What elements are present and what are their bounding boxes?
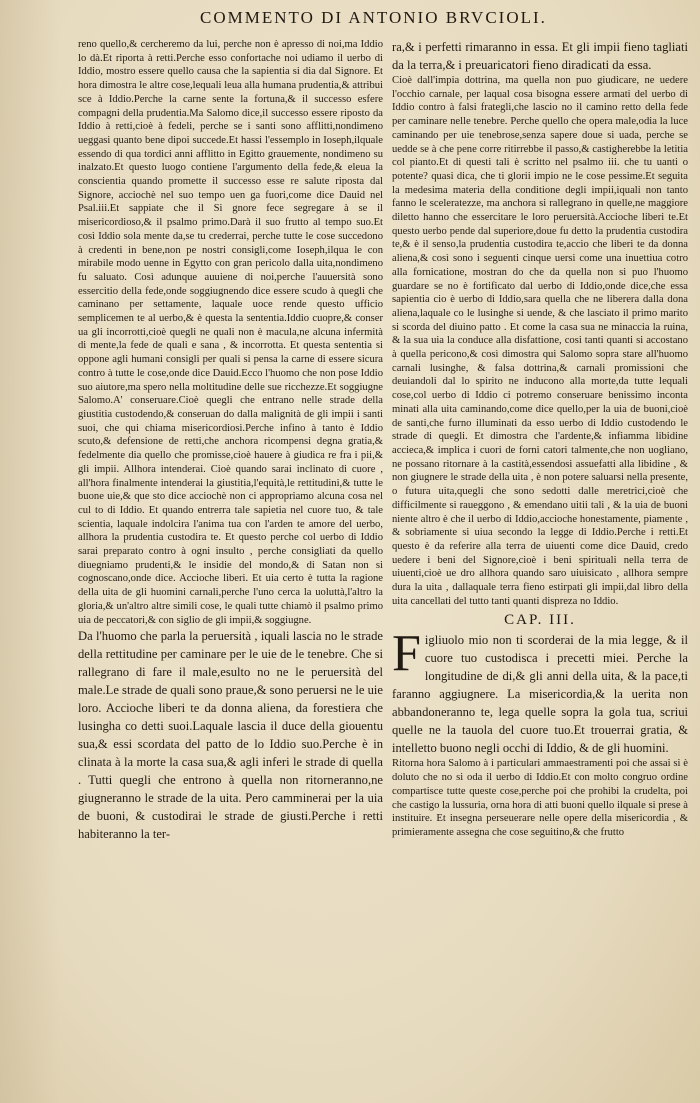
- drop-cap-letter: F: [392, 625, 421, 683]
- running-head: COMMENTO DI ANTONIO BRVCIOLI.: [200, 8, 547, 27]
- right-column: [392, 38, 688, 840]
- chapter-scripture: [392, 625, 688, 757]
- chapter-scripture-text: igliuolo mio non ti scorderai de la mia legge, & il cuore tuo custodisca i precetti miei. Perche la longitudine de di,& gli anni della uita, & la pace,ti faranno aggiugnere. La misericordia,& la uerita non abbandoneranno te, lega quelle sopra la gola tua, scriui quelle ne la tauola del cuore tuo.Et trouerrai gratia, & intelletto buono negli occhi di Iddio, & de gli huomini.: [392, 633, 688, 756]
- page-gutter-shadow: [0, 0, 60, 1103]
- left-scripture: Da l'huomo che parla la peruersità , iquali lascia no le strade della rettitudine per caminare per le uie de le tenebre. Che si rallegrano di fare il male,esulto no ne le peruersità del male.Le strade de quali sono praue,& sono peruersi ne le uie loro. Accioche liberi te da donna aliena, da forestiera che lusingha co detti suoi.Laquale lascia il duce della giouentu sua,& essi scordata del patto de lo Iddio suo.Perche è in clinata à la morte la casa sua,& agli inferi le strade di quella . Tutti quegli che entrono à quella non ritorneranno,ne giugneranno le strade de la uita. Pero camminerai per la uia de buoni, & custodirai le strade de giusti.Perche i retti habiteranno la ter-: [78, 629, 383, 842]
- right-commentary: Cioè dall'impia dottrina, ma quella non puo giudicare, ne uedere l'occhio carnale, per laqual cosa bisogna essere armati del uerbo di Iddio contro à falsi frategli,che lascio no il camino retto della fede per caminare nelle tenebre. Perche quello che opera male,odia la luce caminando per uie tenebrose,senza sapere doue si uada, perche se uedde se à che pene corre ritirrebbe il passo,& castigherebbe la letitia col pianto.Et di questi tali è scritto nel psalmo iii. che tu uanti o potente? quasi dica, che ti glorii impio ne le cose pessime.Et seguita la medesima materia della conditione degli impii,iquali non tanto fanno le sceleratezze, ma anchora si rallegrano in quelle,ne maggiore diletto hanno che essercitare le loro peruersità.Accioche liberi te.Et questo uerbo pende dal superiore,doue fu detto la prudentia custodira te,& è il senso,la prudentia custodira te,accio che liberi te da donna aliena,& così sono i seguenti cinque uersi come una inuettiua cotro alla fornicatione, mostran do che da quella non si puo l'huomo guardare se no è fortificato dal uerbo di Iddio,onde dice,che essa sapientia cio è uerbo di Iddio,sara quella che ne liberera dalla dona aliena,laquale co le lusinghe si uende, & che lasciato il primo marito si scorda del diuino patto . Et come la casa sua ne minaccia la ruina, & la sua uia la conduce alla disfattione, cosi tanti quanti si accostano à quella pericono,& così dimostra qui Salomo sopra stare all'huomo carnali lusinghe, & falsa dottrina,& carnali promissioni che deuiandoli dal lo spirito ne inducono alla morte,da tutte lequali cose,col uerbo di Iddio ci potremo conseruare benissimo inconta minati alla uita caminando,come dice quello,per la uia de buoni,cioè de santi,che furno illuminati da esso uerbo di Iddio custodendo le strade di quegli. Et dimostra che l'ardente,& infiamma libidine accieca,& implica i cuori de forni catori talmente,che non uogliano, ne possano ritornare à la castità,essendosi assuefatti alla libidine , & non giugnere le strade della uita , è non potere saluarsi nella presente, o futura uita,quegli che sono sedotti dalle meretrici,cioè che difficilmente si raueggono , & emendano uitii tali , & la uia de buoni niente altro è che il uerbo di Iddio,accioche honestamente, piamente , & sobriamente si uiua secondo la legge di Iddio.Perche i retti.Et questo è da referire alla terra de uiuenti come dice Dauid, credo uedere i beni del Signore,cioè i beni spirituali nella terra de uiuenti,cioè ue dro allhora quando saro uiuisicato , allhora sempre dura la uita , dallaquale terra fieno estirpati gli impii,dal libro della uita cancellati del tutto tanti quanti dispreza no Iddio.: [392, 75, 688, 607]
- chapter-heading: CAP. III.: [504, 612, 576, 629]
- right-commentary-2: Ritorna hora Salomo à i particulari ammaestramenti poi che assai si è doluto che no si oda il uerbo di Iddio.Et con molto congruo ordine compartisce tutte queste cose,perche poi che prohibi la crudelta, poi che castigo la lussuria, orna hora di atti buoni quello ilquale si prese à instituire. Et insegna perseuerare nelle opere della misericordia , & primieramente assegna che cose seguitino,& che frutto: [392, 758, 688, 838]
- left-commentary: reno quello,& cercheremo da lui, perche non è apresso di noi,ma Iddio lo dà.Et riporta à retti.Perche esso confortache noi udiamo il uerbo di Iddio, mostro essere quello causa che la sapientia si dia dal Signore. Et hora dimostra le altre cose,lequali leua alla humana prudentia,& attribui sce à Iddio.Perche la carne sente la fortuna,& il successo esfere compagni della prudentia.Ma Salomo dice,il successo essere riposto da Iddio à retti,cioè à fedeli, perche se i santi sono afflitti,nondimeno ueggasi quanto bene dipoi succede.Et hassi l'essemplo in Ioseph,ilquale essendo di qua tordici anni afflitto in Egitto grauemente, nondimeno su inalzato.Et questo luogo contiene l'argumento della fede,& eleua la conscientia quando promette il successo esse re salute riposta dal Signore, acciochè nel suo tempo uen ga fuori,come dice Dauid nel Psal.iii.Et sappiate che il Si gnore fece segregare à se il misericordioso,& il psalmo primo.Darà il suo frutto al tempo suo.Et così Iddio sola mente da,se tu crederrai, perche tutte le cose succedono à credenti in bene,non pe nostri consigli,come Ioseph,ilqua le con mirabile modo uenne in Egytto con gran pericolo dalla uita,nondimeno fu saluato. Così adunque auuiene di noi,perche l'auuersità sono essercitio della fede,onde soggiugnendo dice essere scudo à quegli che caminano per settamente, laquale uoce rende questo ufficio semplicemen te al uerbo,& è questa la sententia.Iddio cuopre,& conser ua gli incorrotti,cioè quegli ne quali non è macula,ne alcuna infermità di mente,la fede de quali e sana , & incorrotta. Et questa sententia si oppone agli humani consigli per quali si pensa la carne di essere sicura contro à tutte le cose,onde dice Dauid.Ecco l'huomo che non pose Iddio suo aiutore,ma spero nella moltitudine delle sue ricchezze.Et soggiugne Salomo.A' conseruare.Cioè quegli che entrano nelle strade della giustitia custodendo,& conseruan do dalla malignità de gli impii i santi suoi, che qui chiama misericordiosi.Perche infino à tanto è Iddio scuto,& defensione de retti,che anchora ricompensi degna gratia,& fedelmente dia quello che promisse,cioè hauere à giudica re fra i pii,& gli impii. Allhora intenderai. Cioè quando sarai inclinato di cuore , all'hora finalmente intenderai la giustitia,l'equità,le rettitudini,& tutte le buone uie,& que sto dice acciochè non ci appropriamo alcuna cosa nel cul to di Iddio. Et quando entrerra tale sapietia nel cuore tuo, & tale scientia, laquale indolcira l'anima tua con l'arden te amore del uerbo, allhora la prudentia custodira te. Et questo perche col uerbo di Iddio sarai preparato contro à ogni insulto , perche consigliati da quello diuegniamo prudenti,& le insidie del mondo,& di Satan non si cognoscano,onde dice. Accioche liberi. Et uia certo è tutta la ragione della uita de gli huomini carnali,perche l'uno cerca la uoluttà,l'altro la gloria,& un'altro altre simili cose, le quali tutte chiamò il psalmo primo uia de peccatori,& con siglio de gli impii,& soggiugne.: [78, 39, 383, 626]
- right-scripture-continued: ra,& i perfetti rimaranno in essa. Et gli impii fieno tagliati da la terra,& i preuaricatori fieno diradicati da essa.: [392, 40, 688, 72]
- left-column: [78, 38, 383, 843]
